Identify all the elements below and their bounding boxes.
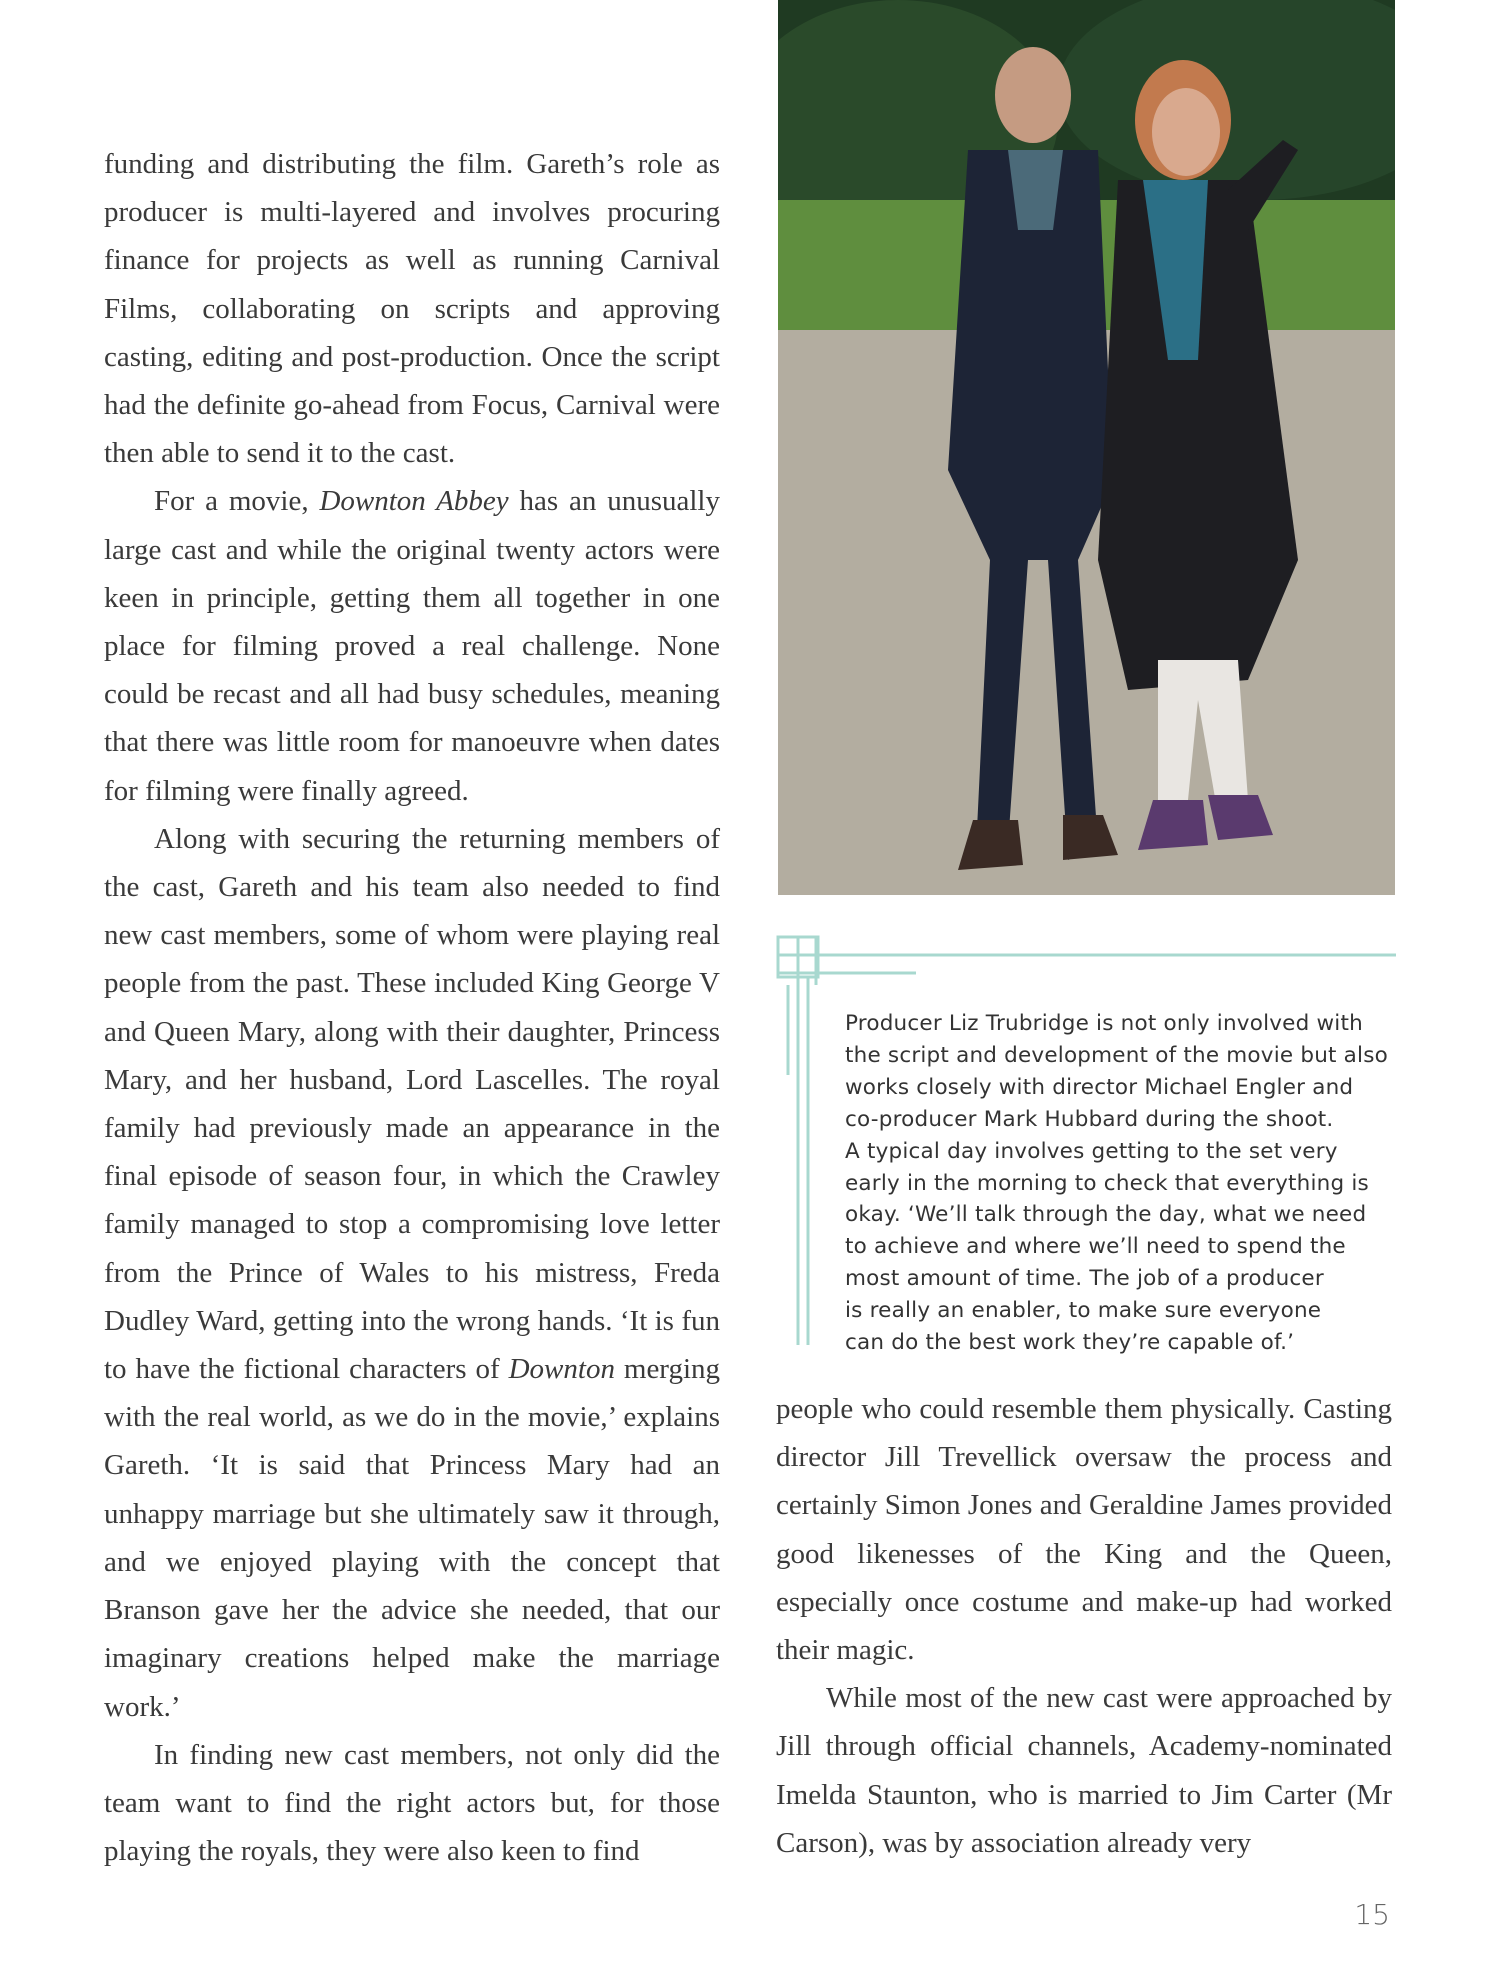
caption-line: works closely with director Michael Engler and — [845, 1074, 1354, 1100]
italic-title: Downton — [508, 1353, 615, 1386]
caption-line: the script and development of the movie but also — [845, 1042, 1388, 1068]
paragraph — [104, 477, 720, 814]
caption-line: is really an enabler, to make sure everyone — [845, 1298, 1322, 1324]
caption-line: A typical day involves getting to the set very — [845, 1138, 1338, 1164]
caption-line: most amount of time. The job of a producer — [845, 1266, 1324, 1292]
caption-line: co-producer Mark Hubbard during the shoot. — [845, 1106, 1334, 1132]
right-text-column — [776, 1385, 1392, 1867]
caption-line: Producer Liz Trubridge is not only involved with — [845, 1011, 1363, 1036]
text-span: merging with the real world, as we do in the movie,’ explains Gareth. ‘It is said that Princess Mary had an unhappy marriage but she ultimately saw it through, and we enjoyed playing with the concept that Branson gave her the advice she needed, that our imaginary creations helped make the marriage work.’ — [104, 1353, 721, 1723]
left-text-column — [104, 140, 720, 1875]
text-span: has an unusually large cast and while the original twenty actors were keen in principle, getting them all together in one place for filming proved a real challenge. None could be recast and all had busy schedules, meaning that there was little room for manoeuvre when dates for filming were finally agreed. — [104, 485, 720, 807]
caption-line: to achieve and where we’ll need to spend the — [845, 1234, 1346, 1260]
italic-title: Downton Abbey — [319, 485, 509, 518]
producers-photo — [778, 0, 1395, 895]
caption-line: okay. ‘We’ll talk through the day, what we need — [845, 1202, 1367, 1228]
caption-line: early in the morning to check that everything is — [845, 1170, 1369, 1196]
photo-caption — [845, 1008, 1405, 1359]
caption-line: can do the best work they’re capable of.’ — [845, 1330, 1295, 1356]
photo-illustration — [778, 0, 1395, 895]
paragraph: While most of the new cast were approached by Jill through official channels, Academy-nominated Imelda Staunton, who is married to Jim Carter (Mr Carson), was by association already very — [776, 1682, 1392, 1859]
paragraph: In finding new cast members, not only did the team want to find the right actors but, for those playing the royals, they were also keen to find — [104, 1738, 720, 1868]
paragraph — [104, 815, 720, 1731]
page-number: 15 — [1354, 1898, 1390, 1931]
paragraph: funding and distributing the film. Gareth’s role as producer is multi-layered and involves procuring finance for projects as well as running Carnival Films, collaborating on scripts and approving casting, editing and post-production. Once the script had the definite go-ahead from Focus, Carnival were then able to send it to the cast. — [104, 148, 720, 470]
paragraph: people who could resemble them physically. Casting director Jill Trevellick oversaw the process and certainly Simon Jones and Geraldine James provided good likenesses of the King and the Queen, especially once costume and make-up had worked their magic. — [776, 1393, 1392, 1667]
text-span: For a movie, — [154, 485, 320, 518]
text-span: Along with securing the returning members of the cast, Gareth and his team also needed to find new cast members, some of whom were playing real people from the past. These included King George V and Queen Mary, along with their daughter, Princess Mary, and her husband, Lord Lascelles. The royal family had previously made an appearance in the final episode of season four, in which the Crawley family managed to stop a compromising love letter from the Prince of Wales to his mistress, Freda Dudley Ward, getting into the wrong hands. ‘It is fun to have the fictional characters of — [104, 822, 720, 1386]
